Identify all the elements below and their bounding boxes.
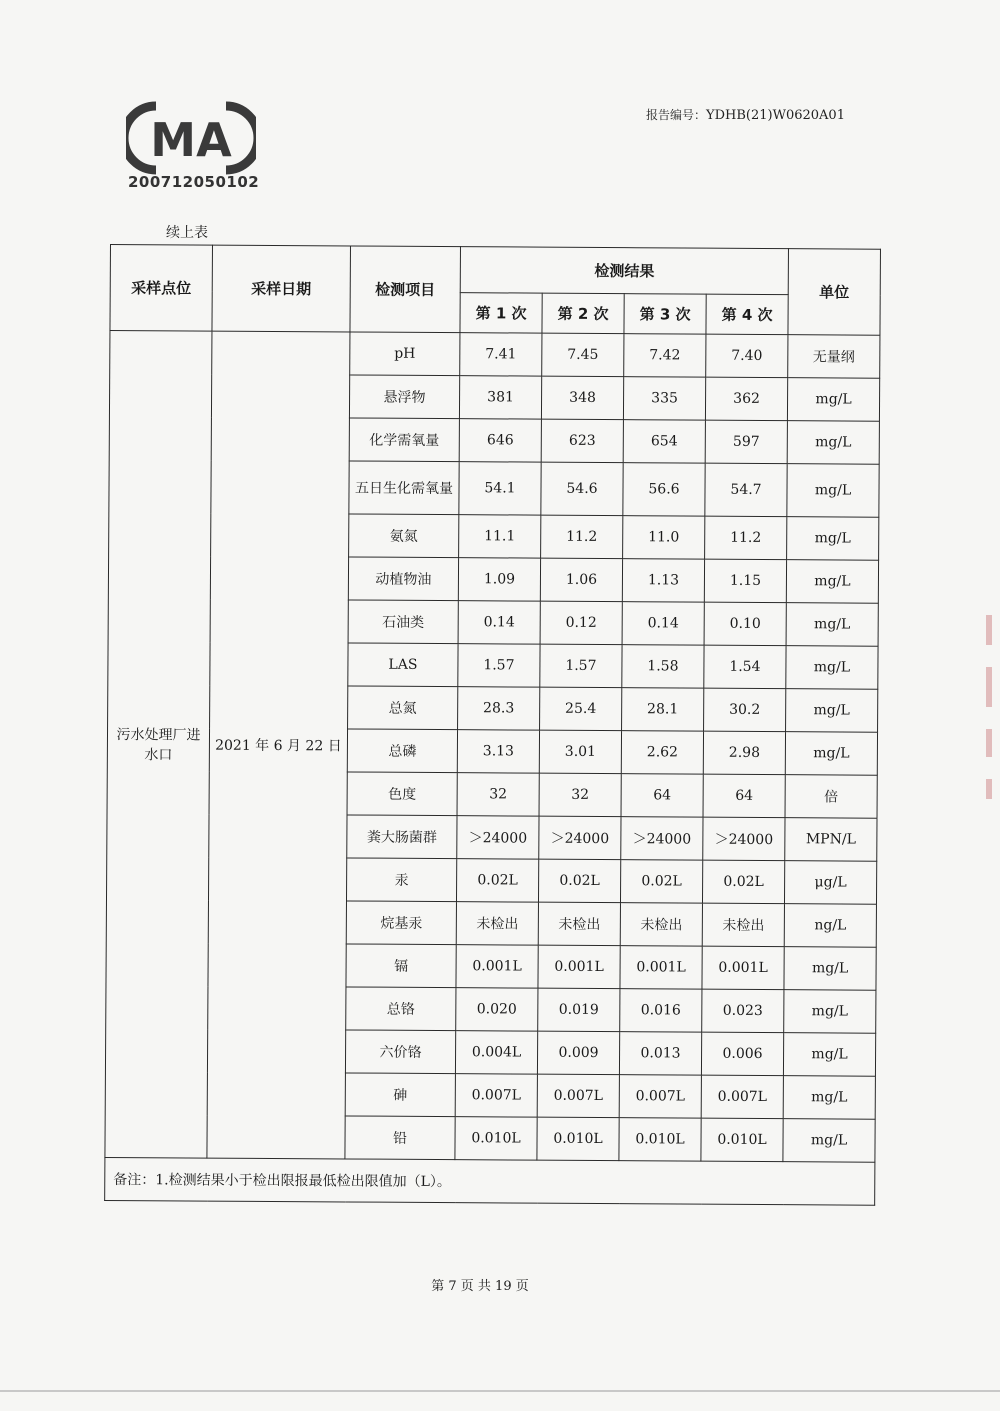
- report-number-line: [646, 106, 845, 123]
- value-cell: 1.57: [458, 644, 540, 688]
- site-cell: 污水处理厂进水口: [105, 331, 212, 1159]
- date-cell: 2021 年 6 月 22 日: [207, 331, 350, 1159]
- value-cell: 381: [459, 376, 541, 420]
- value-cell: 1.58: [622, 645, 704, 689]
- value-cell: 0.010L: [455, 1117, 537, 1161]
- header-date: 采样日期: [212, 245, 351, 332]
- value-cell: 32: [539, 773, 621, 817]
- item-cell: 化学需氧量: [349, 418, 459, 462]
- item-cell: 石油类: [348, 600, 458, 644]
- unit-cell: mg/L: [787, 517, 879, 561]
- value-cell: 1.09: [458, 558, 540, 602]
- value-cell: 1.13: [622, 559, 704, 603]
- value-cell: 623: [541, 419, 623, 463]
- item-cell: 总磷: [347, 729, 457, 773]
- value-cell: ＞24000: [539, 816, 621, 860]
- item-cell: 铅: [345, 1116, 455, 1160]
- value-cell: 未检出: [456, 902, 538, 946]
- value-cell: 2.98: [703, 731, 785, 775]
- value-cell: 0.001L: [702, 946, 784, 990]
- value-cell: 11.0: [623, 516, 705, 560]
- value-cell: 646: [459, 419, 541, 463]
- table-row: [110, 331, 880, 379]
- value-cell: 0.001L: [538, 945, 620, 989]
- value-cell: 597: [705, 420, 787, 464]
- item-cell: 悬浮物: [349, 375, 459, 419]
- value-cell: 11.2: [541, 515, 623, 559]
- value-cell: 2.62: [621, 731, 703, 775]
- value-cell: 0.007L: [619, 1075, 701, 1119]
- value-cell: 0.010L: [619, 1118, 701, 1162]
- header-unit: 单位: [788, 249, 881, 336]
- value-cell: ＞24000: [621, 817, 703, 861]
- item-cell: 砷: [345, 1073, 455, 1117]
- unit-cell: MPN/L: [785, 818, 877, 862]
- value-cell: ＞24000: [703, 817, 785, 861]
- value-cell: 0.02L: [538, 859, 620, 903]
- report-number-label: 报告编号：: [646, 108, 707, 122]
- value-cell: 1.57: [540, 644, 622, 688]
- unit-cell: mg/L: [785, 732, 877, 776]
- value-cell: 0.001L: [456, 945, 538, 989]
- header-site: 采样点位: [110, 245, 213, 332]
- table-note: 备注：1.检测结果小于检出限报最低检出限值加（L）。: [105, 1157, 875, 1205]
- value-cell: 0.007L: [537, 1074, 619, 1118]
- value-cell: ＞24000: [457, 816, 539, 860]
- value-cell: 64: [703, 774, 785, 818]
- value-cell: 7.45: [542, 333, 624, 377]
- value-cell: 0.004L: [455, 1031, 537, 1075]
- unit-cell: mg/L: [783, 1076, 875, 1120]
- page-number: 第 7 页 共 19 页: [431, 1279, 529, 1294]
- unit-cell: 倍: [785, 775, 877, 819]
- unit-cell: mg/L: [786, 560, 878, 604]
- continued-label: 续上表: [166, 225, 208, 241]
- item-cell: pH: [350, 332, 460, 376]
- report-number: YDHB(21)W0620A01: [706, 108, 845, 123]
- value-cell: 11.1: [459, 515, 541, 559]
- item-cell: 动植物油: [348, 557, 458, 601]
- header-run-1: 第 1 次: [460, 293, 542, 334]
- value-cell: 0.02L: [456, 859, 538, 903]
- value-cell: 0.02L: [620, 860, 702, 904]
- value-cell: 32: [457, 773, 539, 817]
- value-cell: 54.1: [459, 462, 541, 515]
- item-cell: 色度: [347, 772, 457, 816]
- value-cell: 7.42: [624, 334, 706, 378]
- item-cell: 总氮: [348, 686, 458, 730]
- value-cell: 未检出: [538, 902, 620, 946]
- results-body: [105, 331, 880, 1163]
- header-run-2: 第 2 次: [542, 293, 624, 334]
- header-run-3: 第 3 次: [624, 294, 706, 335]
- value-cell: 0.010L: [537, 1117, 619, 1161]
- header-results: 检测结果: [460, 247, 788, 295]
- unit-cell: mg/L: [786, 603, 878, 647]
- value-cell: 335: [623, 377, 705, 421]
- value-cell: 1.54: [704, 645, 786, 689]
- value-cell: 0.020: [456, 988, 538, 1032]
- unit-cell: mg/L: [784, 990, 876, 1034]
- item-cell: 总铬: [346, 987, 456, 1031]
- value-cell: 0.006: [701, 1032, 783, 1076]
- value-cell: 54.6: [541, 462, 623, 515]
- value-cell: 54.7: [705, 463, 787, 517]
- header-run-4: 第 4 次: [706, 294, 788, 335]
- value-cell: 0.007L: [455, 1074, 537, 1118]
- item-cell: LAS: [348, 643, 458, 687]
- value-cell: 0.007L: [701, 1075, 783, 1119]
- header-item: 检测项目: [350, 246, 461, 333]
- value-cell: 28.1: [622, 688, 704, 732]
- item-cell: 烷基汞: [346, 901, 456, 945]
- bottom-rule: [0, 1390, 1000, 1392]
- value-cell: 0.10: [704, 602, 786, 646]
- value-cell: 362: [705, 377, 787, 421]
- unit-cell: μg/L: [784, 861, 876, 905]
- value-cell: 7.40: [706, 334, 788, 378]
- unit-cell: mg/L: [783, 1033, 875, 1077]
- value-cell: 30.2: [704, 688, 786, 732]
- value-cell: 0.013: [619, 1032, 701, 1076]
- side-stamp-marks: [982, 615, 996, 825]
- svg-text:MA: MA: [150, 113, 232, 167]
- value-cell: 11.2: [705, 516, 787, 560]
- value-cell: 0.12: [540, 601, 622, 645]
- unit-cell: 无量纲: [788, 335, 880, 379]
- value-cell: 3.01: [539, 730, 621, 774]
- value-cell: 0.02L: [702, 860, 784, 904]
- unit-cell: mg/L: [784, 947, 876, 991]
- unit-cell: mg/L: [787, 378, 879, 422]
- unit-cell: mg/L: [786, 646, 878, 690]
- value-cell: 56.6: [623, 463, 705, 516]
- item-cell: 五日生化需氧量: [349, 461, 459, 515]
- results-table: [104, 244, 881, 1206]
- value-cell: 3.13: [457, 730, 539, 774]
- item-cell: 六价铬: [345, 1030, 455, 1074]
- value-cell: 348: [541, 376, 623, 420]
- value-cell: 28.3: [458, 687, 540, 731]
- value-cell: 0.023: [702, 989, 784, 1033]
- value-cell: 0.010L: [701, 1118, 783, 1162]
- value-cell: 0.016: [620, 989, 702, 1033]
- value-cell: 0.019: [538, 988, 620, 1032]
- cert-number: 200712050102: [128, 173, 260, 191]
- value-cell: 1.15: [704, 559, 786, 603]
- value-cell: 未检出: [702, 903, 784, 947]
- item-cell: 镉: [346, 944, 456, 988]
- item-cell: 粪大肠菌群: [347, 815, 457, 859]
- value-cell: 0.001L: [620, 946, 702, 990]
- value-cell: 未检出: [620, 903, 702, 947]
- item-cell: 氨氮: [349, 514, 459, 558]
- results-table-wrap: [104, 244, 880, 1206]
- unit-cell: mg/L: [787, 464, 879, 518]
- value-cell: 0.14: [622, 602, 704, 646]
- value-cell: 0.009: [537, 1031, 619, 1075]
- value-cell: 654: [623, 420, 705, 464]
- item-cell: 汞: [346, 858, 456, 902]
- value-cell: 1.06: [540, 558, 622, 602]
- cma-seal-graphic: [126, 98, 256, 178]
- value-cell: 64: [621, 774, 703, 818]
- unit-cell: mg/L: [787, 421, 879, 465]
- value-cell: 25.4: [540, 687, 622, 731]
- unit-cell: mg/L: [786, 689, 878, 733]
- unit-cell: ng/L: [784, 904, 876, 948]
- unit-cell: mg/L: [783, 1119, 875, 1163]
- value-cell: 0.14: [458, 601, 540, 645]
- value-cell: 7.41: [460, 333, 542, 377]
